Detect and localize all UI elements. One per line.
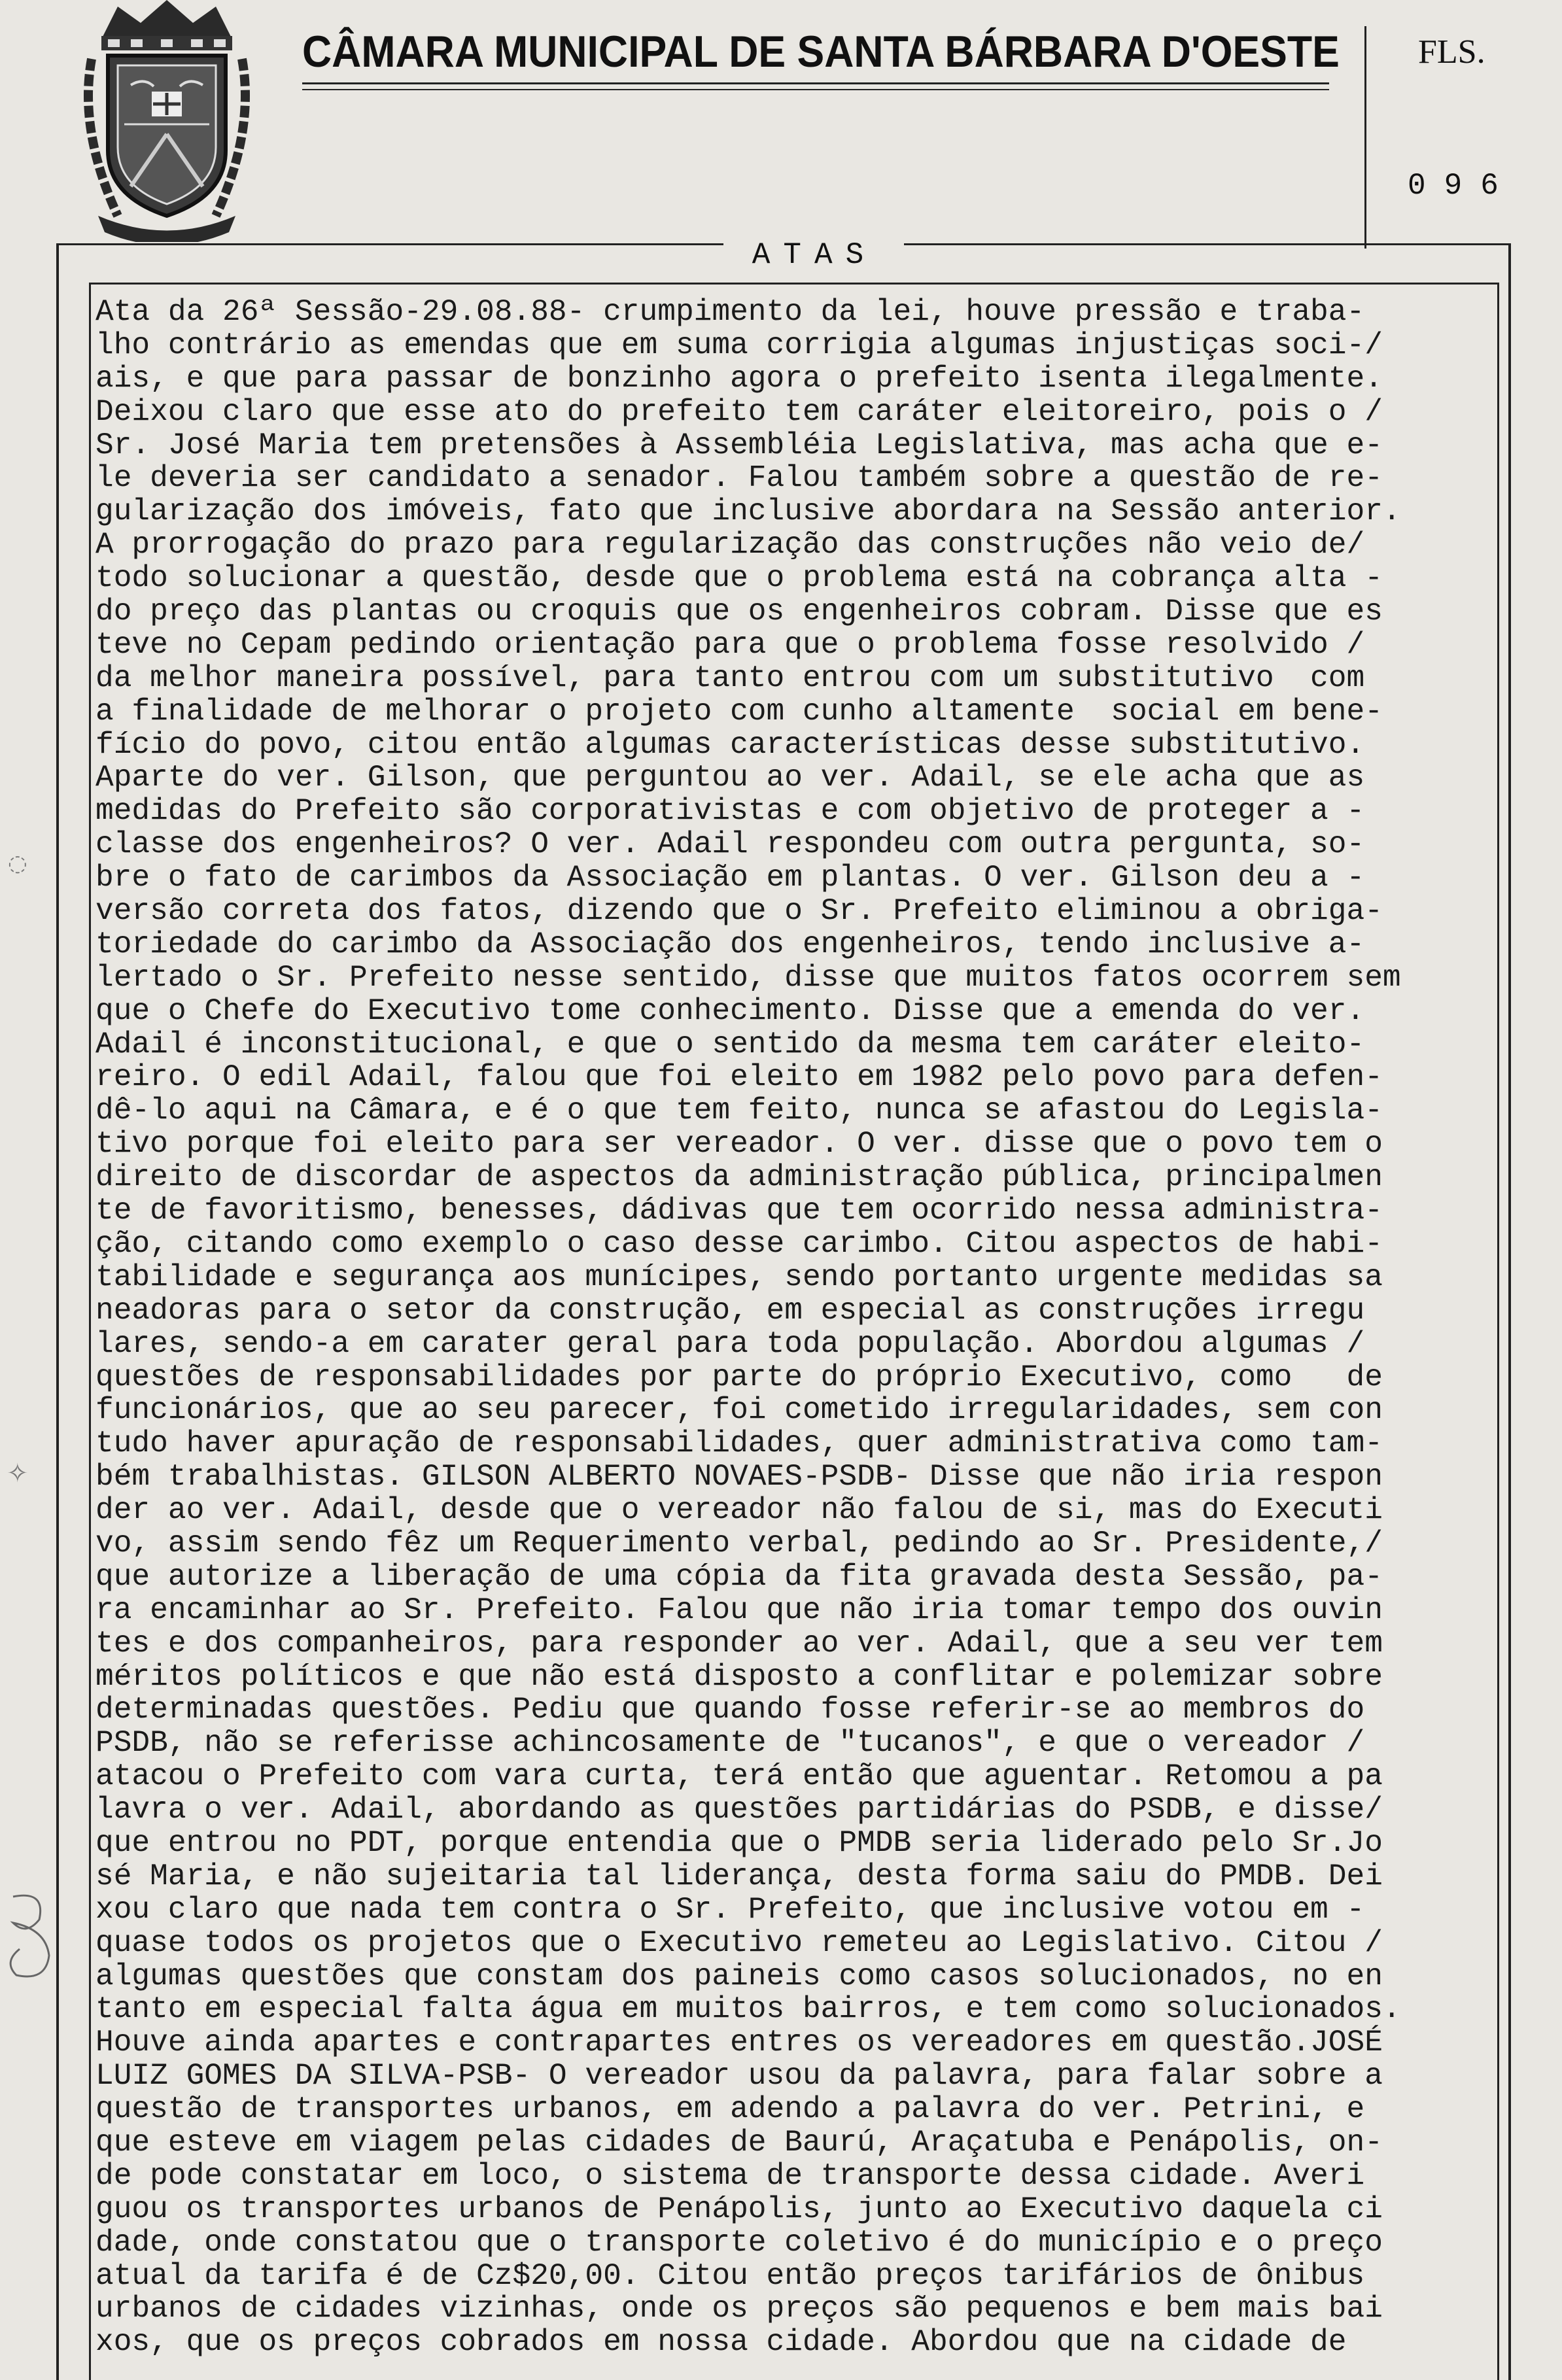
section-title: ATAS [752, 238, 877, 272]
text-line: lavra o ver. Adail, abordando as questões partidárias do PSDB, e disse/ [95, 1793, 1383, 1827]
text-line: tudo haver apuração de responsabilidades, quer administrativa como tam- [95, 1426, 1383, 1461]
text-line: fício do povo, citou então algumas características desse substitutivo. [95, 727, 1365, 762]
text-line: sé Maria, e não sujeitaria tal liderança, desta forma saiu do PMDB. Dei [95, 1859, 1383, 1893]
text-line: dê-lo aqui na Câmara, e é o que tem feito, nunca se afastou do Legisla- [95, 1094, 1383, 1128]
text-line: atual da tarifa é de Cz$20,00. Citou então preços tarifários de ônibus [95, 2258, 1365, 2293]
text-line: que entrou no PDT, porque entendia que o PMDB seria liderado pelo Sr.Jo [95, 1825, 1383, 1860]
text-line: Adail é inconstitucional, e que o sentido da mesma tem caráter eleito- [95, 1027, 1365, 1061]
text-line: A prorrogação do prazo para regularização das construções não veio de/ [95, 528, 1365, 562]
text-line: xos, que os preços cobrados em nossa cidade. Abordou que na cidade de [95, 2325, 1347, 2360]
text-line: todo solucionar a questão, desde que o problema está na cobrança alta - [95, 561, 1383, 596]
text-line: direito de discordar de aspectos da administração pública, principalmen [95, 1160, 1383, 1195]
text-line: guou os transportes urbanos de Penápolis, junto ao Executivo daquela ci [95, 2192, 1383, 2226]
text-line: dade, onde constatou que o transporte coletivo é do município e o preço [95, 2225, 1383, 2260]
text-line: Aparte do ver. Gilson, que perguntou ao ver. Adail, se ele acha que as [95, 761, 1365, 795]
text-line: tabilidade e segurança aos munícipes, sendo portanto urgente medidas sa [95, 1260, 1383, 1294]
text-line: questão de transportes urbanos, em adendo a palavra do ver. Petrini, e [95, 2092, 1365, 2127]
chamber-title: CÂMARA MUNICIPAL DE SANTA BÁRBARA D'OESTE [302, 27, 1340, 77]
text-line: determinadas questões. Pediu que quando fosse referir-se ao membros do [95, 1693, 1365, 1727]
text-line: questões de responsabilidades por parte do próprio Executivo, como de [95, 1360, 1383, 1394]
text-line: Deixou claro que esse ato do prefeito tem caráter eleitoreiro, pois o / [95, 394, 1383, 429]
text-line: algumas questões que constam dos paineis como casos solucionados, no en [95, 1959, 1383, 1993]
text-line: urbanos de cidades vizinhas, onde os preços são pequenos e bem mais bai [95, 2292, 1383, 2326]
text-line: tanto em especial falta água em muitos bairros, e tem como solucionados. [95, 1992, 1401, 2027]
text-line: da melhor maneira possível, para tanto entrou com um substitutivo com [95, 661, 1365, 695]
text-line: que autorize a liberação de uma cópia da fita gravada desta Sessão, pa- [95, 1559, 1383, 1594]
text-line: tes e dos companheiros, para responder ao ver. Adail, que a seu ver tem [95, 1626, 1383, 1661]
minutes-text [95, 296, 1508, 2359]
text-line: méritos políticos e que não está disposto a conflitar e polemizar sobre [95, 1659, 1383, 1694]
text-line: teve no Cepam pedindo orientação para que o problema fosse resolvido / [95, 627, 1365, 662]
text-line: Ata da 26ª Sessão-29.08.88- crumpimento da lei, houve pressão e traba- [95, 295, 1365, 329]
margin-mark-icon: ✧ [7, 1458, 29, 1489]
text-line: le deveria ser candidato a senador. Falou também sobre a questão de re- [95, 461, 1383, 496]
text-line: te de favoritismo, benesses, dádivas que tem ocorrido nessa administra- [95, 1194, 1383, 1228]
text-line: lares, sendo-a em carater geral para toda população. Abordou algumas / [95, 1326, 1365, 1361]
text-line: ção, citando como exemplo o caso desse carimbo. Citou aspectos de habi- [95, 1226, 1383, 1261]
text-line: funcionários, que ao seu parecer, foi cometido irregularidades, sem con [95, 1393, 1383, 1428]
text-line: bre o fato de carimbos da Associação em plantas. O ver. Gilson deu a - [95, 861, 1365, 895]
margin-mark-icon: ◌ [8, 850, 27, 876]
text-line: xou claro que nada tem contra o Sr. Prefeito, que inclusive votou em - [95, 1892, 1365, 1927]
text-line: lho contrário as emendas que em suma corrigia algumas injustiças soci-/ [95, 328, 1383, 362]
text-line: do preço das plantas ou croquis que os engenheiros cobram. Disse que es [95, 595, 1383, 629]
handwritten-initial-icon [0, 1884, 59, 1988]
text-line: que esteve em viagem pelas cidades de Baurú, Araçatuba e Penápolis, on- [95, 2125, 1383, 2160]
text-line: tivo porque foi eleito para ser vereador. O ver. disse que o povo tem o [95, 1127, 1383, 1162]
municipal-crest-icon [78, 0, 255, 242]
text-line: classe dos engenheiros? O ver. Adail respondeu com outra pergunta, so- [95, 827, 1365, 862]
text-line: bém trabalhistas. GILSON ALBERTO NOVAES-PSDB- Disse que não iria respon [95, 1460, 1383, 1494]
text-line: der ao ver. Adail, desde que o vereador não falou de si, mas do Executi [95, 1493, 1383, 1528]
text-line: Houve ainda apartes e contrapartes entres os vereadores em questão.JOSÉ [95, 2026, 1383, 2060]
text-line: lertado o Sr. Prefeito nesse sentido, disse que muitos fatos ocorrem sem [95, 960, 1401, 995]
text-line: Sr. José Maria tem pretensões à Assembléia Legislativa, mas acha que e- [95, 428, 1383, 462]
text-line: reiro. O edil Adail, falou que foi eleito em 1982 pelo povo para defen- [95, 1060, 1383, 1095]
title-underline-secondary [302, 89, 1329, 90]
folio-label: FLS. [1418, 33, 1485, 71]
text-line: neadoras para o setor da construção, em especial as construções irregu [95, 1293, 1365, 1328]
text-line: quase todos os projetos que o Executivo remeteu ao Legislativo. Citou / [95, 1925, 1383, 1960]
text-line: gularização dos imóveis, fato que inclusive abordara na Sessão anterior. [95, 494, 1401, 529]
text-line: medidas do Prefeito são corporativistas e com objetivo de proteger a - [95, 794, 1365, 829]
folio-divider [1364, 26, 1366, 249]
folio-number: 096 [1408, 169, 1517, 203]
text-line: vo, assim sendo fêz um Requerimento verbal, pedindo ao Sr. Presidente,/ [95, 1526, 1383, 1561]
text-line: atacou o Prefeito com vara curta, terá então que aguentar. Retomou a pa [95, 1759, 1383, 1794]
text-line: de pode constatar em loco, o sistema de transporte dessa cidade. Averi [95, 2158, 1365, 2193]
text-line: a finalidade de melhorar o projeto com cunho altamente social em bene- [95, 694, 1383, 729]
text-line: toriedade do carimbo da Associação dos engenheiros, tendo inclusive a- [95, 927, 1365, 961]
text-line: que o Chefe do Executivo tome conhecimento. Disse que a emenda do ver. [95, 993, 1365, 1028]
text-line: LUIZ GOMES DA SILVA-PSB- O vereador usou da palavra, para falar sobre a [95, 2059, 1383, 2094]
text-line: ra encaminhar ao Sr. Prefeito. Falou que não iria tomar tempo dos ouvin [95, 1593, 1383, 1627]
text-line: versão correta dos fatos, dizendo que o Sr. Prefeito eliminou a obriga- [95, 894, 1383, 929]
title-underline [302, 82, 1329, 84]
text-line: ais, e que para passar de bonzinho agora o prefeito isenta ilegalmente. [95, 361, 1383, 396]
text-line: PSDB, não se referisse achincosamente de "tucanos", e que o vereador / [95, 1726, 1365, 1761]
